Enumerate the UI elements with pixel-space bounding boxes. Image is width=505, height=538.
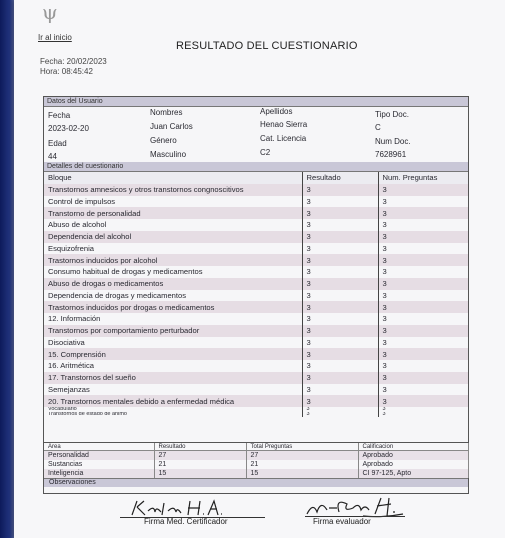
preguntas-cell: 3	[378, 254, 468, 266]
summary-row	[44, 451, 468, 461]
apellidos-label: Apellidos	[260, 107, 293, 116]
tipo-doc-label: Tipo Doc.	[375, 110, 409, 119]
col-resultado-header: Resultado	[302, 172, 378, 184]
resultado-cell: 3	[302, 231, 378, 243]
preguntas-cell: 3	[382, 267, 387, 277]
print-time: Hora: 08:45:42	[40, 67, 93, 76]
bloque-cell: 17. Transtornos del sueño	[44, 372, 302, 384]
user-data-section	[43, 96, 469, 164]
preguntas-cell: 3	[382, 314, 387, 324]
summary-resultado-header: Resultado	[154, 443, 246, 451]
preguntas-cell: 3	[378, 278, 468, 290]
bloque-cell: Esquizofrenia	[44, 243, 302, 255]
preguntas-cell: 3	[378, 395, 468, 407]
nombres-label: Nombres	[150, 108, 183, 117]
bloque-cell: Transtornos amnesicos y otros transtornos congnoscitivos	[44, 184, 302, 196]
table-row	[44, 372, 468, 384]
preguntas-cell: 3	[378, 184, 468, 196]
summary-calificacion-header: Calificacion	[358, 443, 468, 451]
summary-total-cell: 15	[246, 469, 358, 478]
resultado-cell: 3	[302, 243, 378, 255]
bloque-cell: Vocabulario	[44, 407, 302, 412]
bloque-cell: Transtornos de estado de animo	[44, 412, 302, 417]
summary-area-cell: Inteligencia	[44, 469, 154, 478]
bloque-cell: Trastornos inducidos por drogas o medicamentos	[44, 301, 302, 313]
table-row	[44, 337, 468, 349]
details-header-row	[44, 172, 468, 184]
bloque-cell: Consumo habitual de drogas y medicamentos	[44, 266, 302, 278]
table-row	[44, 184, 468, 196]
resultado-cell: 3	[302, 313, 378, 325]
observaciones-bar: Observaciones	[44, 478, 468, 487]
resultado-cell: 3	[302, 254, 378, 266]
table-row	[44, 254, 468, 266]
resultado-cell: 3	[302, 278, 378, 290]
bloque-cell: Disociativa	[44, 337, 302, 349]
resultado-cell: 3	[302, 337, 378, 349]
table-row	[44, 360, 468, 372]
details-table	[44, 172, 468, 417]
summary-resultado-cell: 21	[154, 460, 246, 469]
summary-total-cell: 21	[246, 460, 358, 469]
summary-area-cell: Personalidad	[44, 451, 154, 461]
preguntas-cell: 3	[378, 207, 468, 219]
resultado-cell: 3	[302, 301, 378, 313]
preguntas-cell: 3	[378, 325, 468, 337]
resultado-cell: 3	[302, 395, 378, 407]
resultado-cell: 3	[302, 184, 378, 196]
logo-mark: ψ	[42, 0, 58, 24]
user-section-title: Datos del Usuario	[44, 97, 468, 107]
genero-value: Masculino	[150, 150, 187, 159]
summary-calificacion-cell: Aprobado	[358, 460, 468, 469]
summary-header-row	[44, 443, 468, 451]
fecha-label: Fecha	[48, 111, 71, 120]
resultado-cell: 3	[302, 266, 378, 278]
summary-table	[44, 443, 469, 478]
resultado-cell: 3	[302, 207, 378, 219]
cat-licencia-label: Cat. Licencia	[260, 134, 307, 143]
questionnaire-details-section	[43, 162, 469, 443]
table-row	[44, 196, 468, 208]
bloque-cell: Dependencia del alcohol	[44, 231, 302, 243]
summary-total-cell: 27	[246, 451, 358, 461]
bloque-cell: 16. Aritmética	[44, 360, 302, 372]
resultado-cell: 3	[302, 219, 378, 231]
nombres-value: Juan Carlos	[150, 122, 193, 131]
resultado-cell: 3	[302, 196, 378, 208]
evaluador-label: Firma evaluador	[313, 517, 371, 526]
bloque-cell: 15. Comprensión	[44, 348, 302, 360]
print-date: Fecha: 20/02/2023	[40, 57, 107, 66]
table-row	[44, 384, 468, 396]
summary-row	[44, 460, 468, 469]
preguntas-cell: 3	[382, 384, 387, 394]
user-data-grid	[44, 107, 468, 163]
summary-total-header: Total Preguntas	[246, 443, 358, 451]
summary-area-cell: Sustancias	[44, 460, 154, 469]
preguntas-cell: 3	[382, 290, 387, 300]
summary-resultado-cell: 27	[154, 451, 246, 461]
summary-row	[44, 469, 468, 478]
table-row	[44, 219, 468, 231]
table-row	[44, 301, 468, 313]
preguntas-cell: 3	[382, 361, 387, 371]
fecha-value: 2023-02-20	[48, 124, 89, 133]
bloque-cell: Control de impulsos	[44, 196, 302, 208]
details-section-title: Detalles del cuestionario	[44, 162, 468, 172]
table-row	[44, 412, 468, 417]
page-title: RESULTADO DEL CUESTIONARIO	[176, 40, 358, 52]
resultado-cell: 3	[302, 407, 378, 412]
table-row	[44, 325, 468, 337]
table-row	[44, 290, 468, 302]
preguntas-cell: 3	[382, 243, 387, 253]
summary-resultado-cell: 15	[154, 469, 246, 478]
bloque-cell: Semejanzas	[44, 384, 302, 396]
preguntas-cell: 3	[382, 337, 387, 347]
certificador-signature	[128, 497, 248, 519]
resultado-cell: 3	[302, 412, 378, 417]
preguntas-cell: 3	[382, 220, 387, 230]
tipo-doc-value: C	[375, 123, 381, 132]
summary-calificacion-cell: Aprobado	[358, 451, 468, 461]
bloque-cell: 20. Transtornos mentales debido a enfermedad médica	[44, 395, 302, 407]
resultado-cell: 3	[302, 360, 378, 372]
table-row	[44, 266, 468, 278]
resultado-cell: 3	[302, 325, 378, 337]
resultado-cell: 3	[302, 290, 378, 302]
genero-label: Género	[150, 136, 177, 145]
bloque-cell: Abuso de drogas o medicamentos	[44, 278, 302, 290]
preguntas-cell: 3	[378, 231, 468, 243]
preguntas-cell: 3	[382, 407, 386, 412]
table-row	[44, 207, 468, 219]
num-doc-label: Num Doc.	[375, 137, 411, 146]
back-home-link[interactable]: Ir al inicio	[38, 33, 72, 42]
summary-section	[43, 442, 469, 494]
bloque-cell: Dependencia de drogas y medicamentos	[44, 290, 302, 302]
preguntas-cell: 3	[378, 301, 468, 313]
col-preguntas-header: Num. Preguntas	[378, 172, 468, 184]
bloque-cell: 12. Información	[44, 313, 302, 325]
col-bloque-header: Bloque	[44, 172, 302, 184]
bloque-cell: Abuso de alcohol	[44, 219, 302, 231]
num-doc-value: 7628961	[375, 150, 407, 159]
table-row	[44, 243, 468, 255]
resultado-cell: 3	[302, 372, 378, 384]
edad-label: Edad	[48, 139, 67, 148]
resultado-cell: 3	[302, 348, 378, 360]
table-row	[44, 395, 468, 407]
certificador-label: Firma Med. Certificador	[144, 517, 228, 526]
summary-area-header: Area	[44, 443, 154, 451]
edad-value: 44	[48, 152, 57, 161]
table-row	[44, 348, 468, 360]
preguntas-cell: 3	[382, 196, 387, 206]
resultado-cell: 3	[302, 384, 378, 396]
bloque-cell: Trastornos inducidos por alcohol	[44, 254, 302, 266]
preguntas-cell: 3	[382, 412, 386, 417]
preguntas-cell: 3	[378, 372, 468, 384]
apellidos-value: Henao Sierra	[260, 120, 308, 129]
table-row	[44, 231, 468, 243]
summary-calificacion-cell: CI 97-125, Apto	[358, 469, 468, 478]
preguntas-cell: 3	[378, 348, 468, 360]
bloque-cell: Transtornos por comportamiento perturbador	[44, 325, 302, 337]
table-row	[44, 313, 468, 325]
cat-licencia-value: C2	[260, 148, 271, 157]
table-row	[44, 278, 468, 290]
bloque-cell: Transtorno de personalidad	[44, 207, 302, 219]
